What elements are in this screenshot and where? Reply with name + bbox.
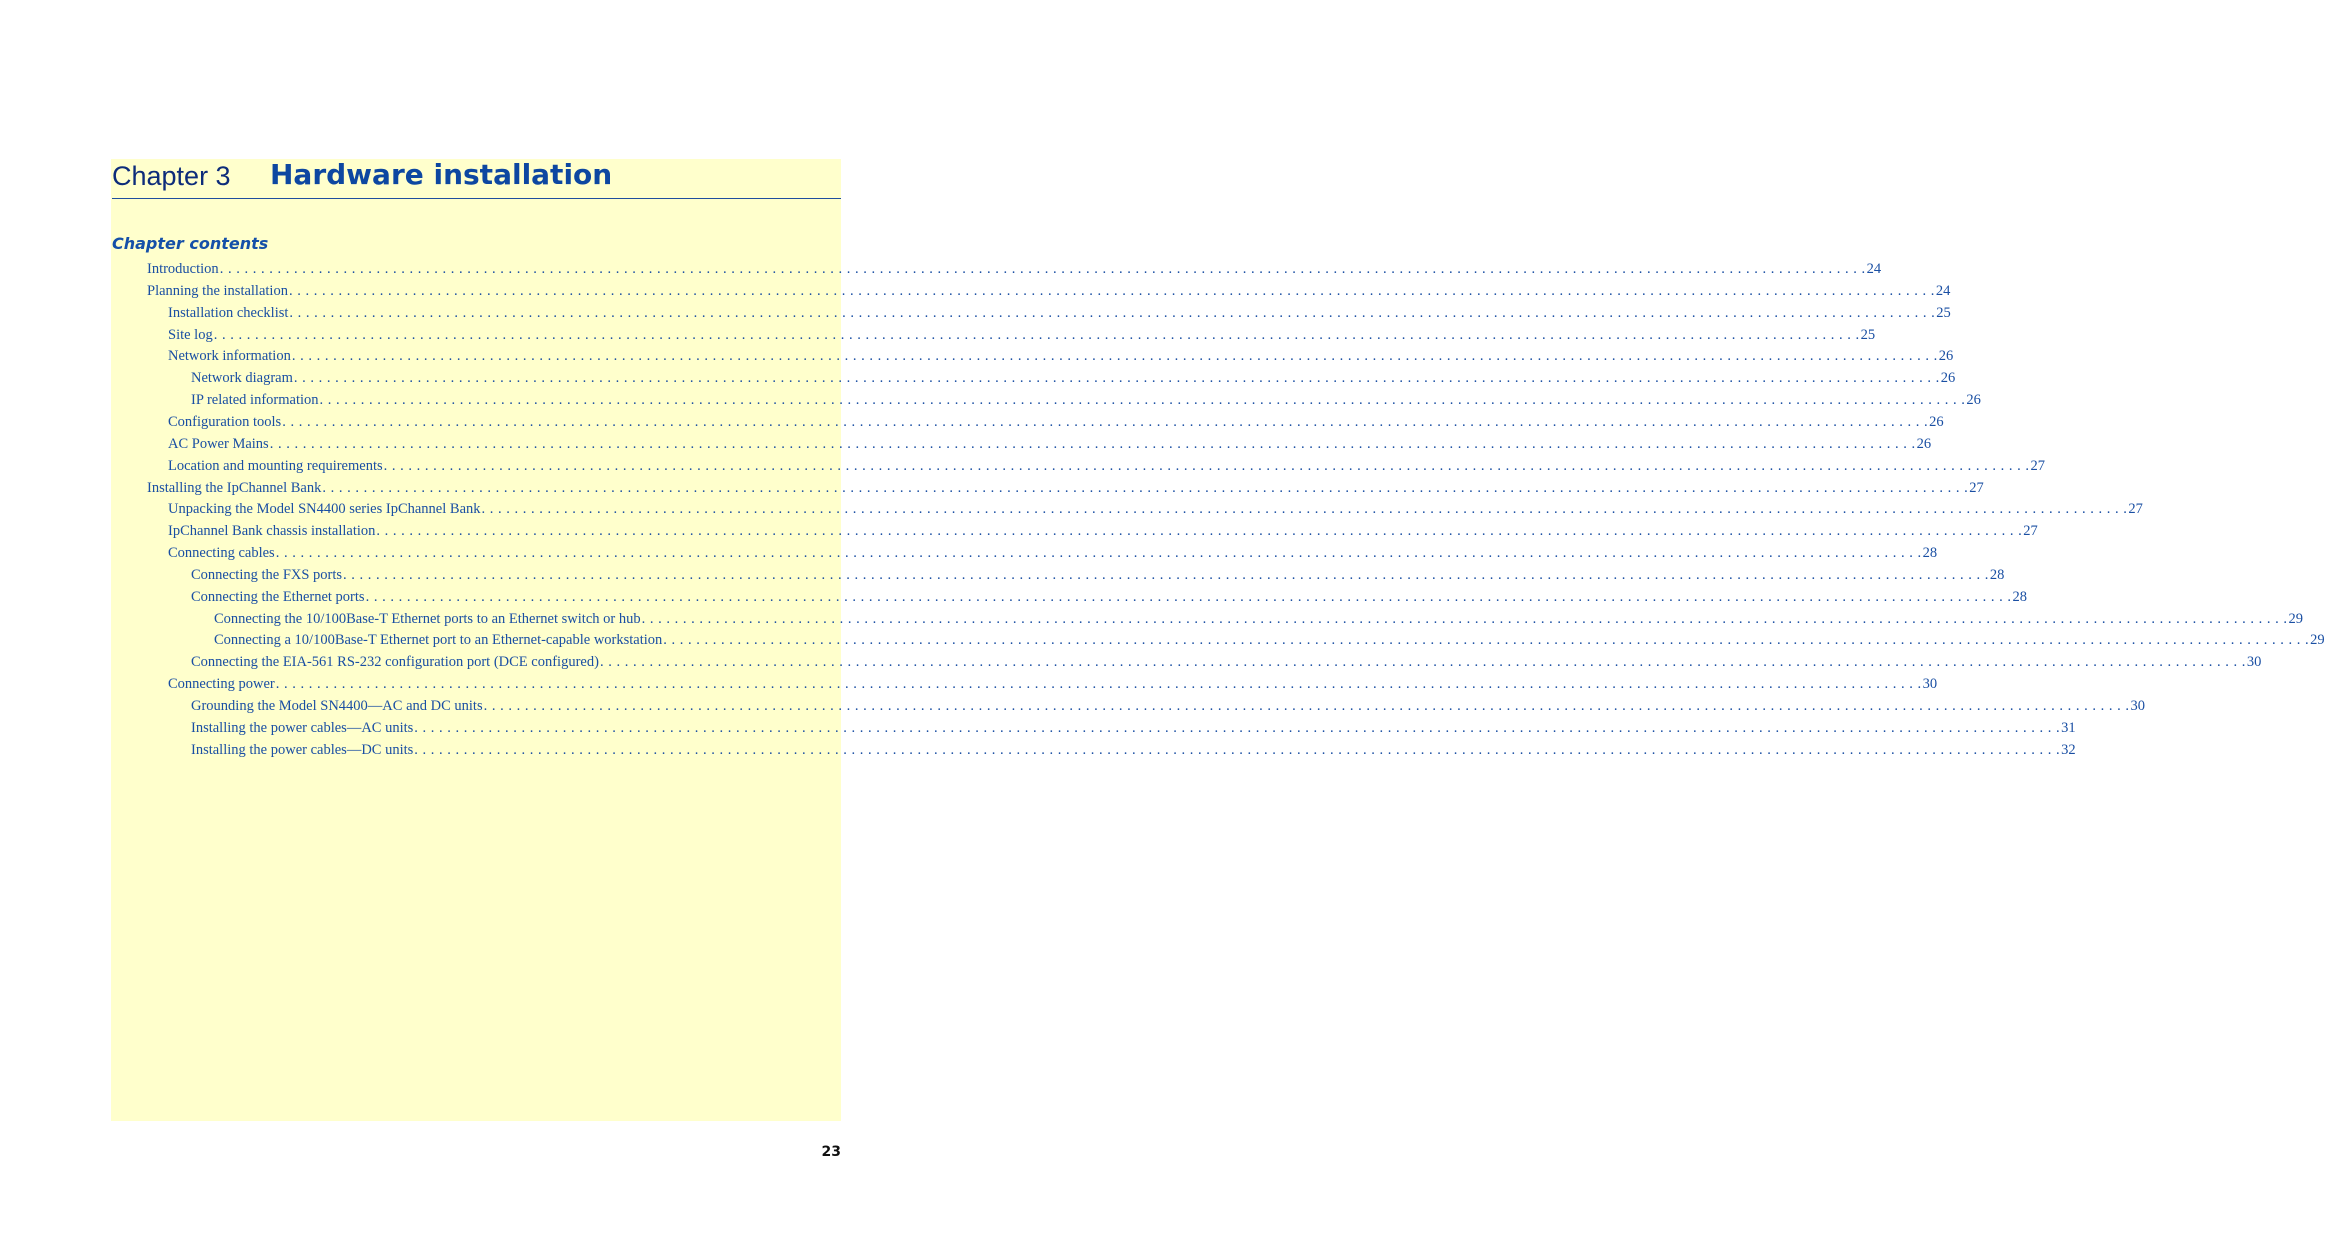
chapter-label: Chapter 3	[112, 161, 231, 191]
toc-entry[interactable]	[191, 740, 2076, 760]
toc-entry[interactable]	[168, 303, 1951, 323]
toc-entry-text: Connecting power	[168, 676, 275, 693]
toc-entry-text: Site log	[168, 326, 213, 343]
chapter-title: Hardware installation	[270, 158, 613, 191]
toc-entry-text: Network diagram	[191, 370, 293, 387]
toc-entry[interactable]	[191, 652, 2262, 672]
toc-leader-dots: . . . . . . . . . . . . . . . . . . . . . . . . . . . . . . . . . . . . . . . . . . . . . . . . . . . . . . . . . . . . . . . . . . . . . . . . . . . . . . . . . . . . . . . . . . . . . . . . . . . . . . . . . . . . . . . . . . . . . . . . . . . . . . . . . . . . . . . . . . . . . . . . . . . . . . . . . . . . . . . . . . . . . . . . . . . . . . . . . . . . . . . . . . . . . . . . . . . . . . . .	[641, 610, 2288, 627]
toc-entry-page: 25	[1936, 304, 1951, 321]
toc-entry-text: Unpacking the Model SN4400 series IpChannel Bank	[168, 501, 481, 518]
toc-leader-dots: . . . . . . . . . . . . . . . . . . . . . . . . . . . . . . . . . . . . . . . . . . . . . . . . . . . . . . . . . . . . . . . . . . . . . . . . . . . . . . . . . . . . . . . . . . . . . . . . . . . . . . . . . . . . . . . . . . . . . . . . . . . . . . . . . . . . . . . . . . . . . . . . . . . . . . . . . . . . . . . . . . . . . . . . . . . . . . . . . . . . . . . . . . . . . . . . . . . . . . . .	[275, 545, 1922, 562]
toc-leader-dots: . . . . . . . . . . . . . . . . . . . . . . . . . . . . . . . . . . . . . . . . . . . . . . . . . . . . . . . . . . . . . . . . . . . . . . . . . . . . . . . . . . . . . . . . . . . . . . . . . . . . . . . . . . . . . . . . . . . . . . . . . . . . . . . . . . . . . . . . . . . . . . . . . . . . . . . . . . . . . . . . . . . . . . . . . . . . . . . . . . . . . . . . . . . . . . . . . . . . . . . .	[599, 654, 2246, 671]
toc-entry-page: 27	[1969, 479, 1984, 496]
toc-leader-dots: . . . . . . . . . . . . . . . . . . . . . . . . . . . . . . . . . . . . . . . . . . . . . . . . . . . . . . . . . . . . . . . . . . . . . . . . . . . . . . . . . . . . . . . . . . . . . . . . . . . . . . . . . . . . . . . . . . . . . . . . . . . . . . . . . . . . . . . . . . . . . . . . . . . . . . . . . . . . . . . . . . . . . . . . . . . . . . . . . . . . . . . . . . . . . . . . . . . . . . . .	[376, 523, 2023, 540]
toc-entry-page: 27	[2023, 523, 2038, 540]
toc-leader-dots: . . . . . . . . . . . . . . . . . . . . . . . . . . . . . . . . . . . . . . . . . . . . . . . . . . . . . . . . . . . . . . . . . . . . . . . . . . . . . . . . . . . . . . . . . . . . . . . . . . . . . . . . . . . . . . . . . . . . . . . . . . . . . . . . . . . . . . . . . . . . . . . . . . . . . . . . . . . . . . . . . . . . . . . . . . . . . . . . . . . . . . . . . . . . . . . . . . . . . . . .	[275, 676, 1922, 693]
toc-entry-page: 30	[1922, 676, 1938, 693]
toc-entry-text: Connecting cables	[168, 545, 275, 562]
toc-entry-page: 28	[2012, 588, 2027, 605]
toc-leader-dots: . . . . . . . . . . . . . . . . . . . . . . . . . . . . . . . . . . . . . . . . . . . . . . . . . . . . . . . . . . . . . . . . . . . . . . . . . . . . . . . . . . . . . . . . . . . . . . . . . . . . . . . . . . . . . . . . . . . . . . . . . . . . . . . . . . . . . . . . . . . . . . . . . . . . . . . . . . . . . . . . . . . . . . . . . . . . . . . . . . . . . . . . . . . . . . . . . . . . . . . .	[663, 632, 2310, 649]
toc-entry-text: Installing the power cables—AC units	[191, 719, 414, 736]
toc-leader-dots: . . . . . . . . . . . . . . . . . . . . . . . . . . . . . . . . . . . . . . . . . . . . . . . . . . . . . . . . . . . . . . . . . . . . . . . . . . . . . . . . . . . . . . . . . . . . . . . . . . . . . . . . . . . . . . . . . . . . . . . . . . . . . . . . . . . . . . . . . . . . . . . . . . . . . . . . . . . . . . . . . . . . . . . . . . . . . . . . . . . . . . . . . . . . . . . . . . . . . . . .	[343, 566, 1989, 583]
toc-entry[interactable]	[168, 456, 2046, 476]
toc-leader-dots: . . . . . . . . . . . . . . . . . . . . . . . . . . . . . . . . . . . . . . . . . . . . . . . . . . . . . . . . . . . . . . . . . . . . . . . . . . . . . . . . . . . . . . . . . . . . . . . . . . . . . . . . . . . . . . . . . . . . . . . . . . . . . . . . . . . . . . . . . . . . . . . . . . . . . . . . . . . . . . . . . . . . . . . . . . . . . . . . . . . . . . . . . . . . . . . . . . . . . . . .	[414, 719, 2061, 736]
toc-entry-text: Installation checklist	[168, 304, 289, 321]
toc-entry[interactable]	[168, 412, 1944, 432]
toc-entry-page: 26	[1938, 348, 1954, 365]
toc-leader-dots: . . . . . . . . . . . . . . . . . . . . . . . . . . . . . . . . . . . . . . . . . . . . . . . . . . . . . . . . . . . . . . . . . . . . . . . . . . . . . . . . . . . . . . . . . . . . . . . . . . . . . . . . . . . . . . . . . . . . . . . . . . . . . . . . . . . . . . . . . . . . . . . . . . . . . . . . . . . . . . . . . . . . . . . . . . . . . . . . . . . . . . . . . . . . . . . . . . . . . . . .	[293, 370, 1940, 387]
toc-entry-page: 26	[1966, 392, 1981, 409]
toc-entry[interactable]	[191, 368, 1956, 388]
toc-entry-page: 32	[2061, 741, 2076, 758]
toc-entry[interactable]	[168, 499, 2143, 519]
toc-entry-page: 29	[2310, 632, 2325, 649]
toc-entry-text: IpChannel Bank chassis installation	[168, 523, 376, 540]
toc-entry[interactable]	[168, 325, 1876, 345]
toc-leader-dots: . . . . . . . . . . . . . . . . . . . . . . . . . . . . . . . . . . . . . . . . . . . . . . . . . . . . . . . . . . . . . . . . . . . . . . . . . . . . . . . . . . . . . . . . . . . . . . . . . . . . . . . . . . . . . . . . . . . . . . . . . . . . . . . . . . . . . . . . . . . . . . . . . . . . . . . . . . . . . . . . . . . . . . . . . . . . . . . . . . . . . . . . . . . . . . . . . . . . . . . .	[322, 479, 1969, 496]
toc-entry-page: 30	[2130, 698, 2145, 714]
toc-leader-dots: . . . . . . . . . . . . . . . . . . . . . . . . . . . . . . . . . . . . . . . . . . . . . . . . . . . . . . . . . . . . . . . . . . . . . . . . . . . . . . . . . . . . . . . . . . . . . . . . . . . . . . . . . . . . . . . . . . . . . . . . . . . . . . . . . . . . . . . . . . . . . . . . . . . . . . . . . . . . . . . . . . . . . . . . . . . . . . . . . . . . . . . . . . . . . . . . . . . . . . . .	[365, 588, 2012, 605]
toc-leader-dots: . . . . . . . . . . . . . . . . . . . . . . . . . . . . . . . . . . . . . . . . . . . . . . . . . . . . . . . . . . . . . . . . . . . . . . . . . . . . . . . . . . . . . . . . . . . . . . . . . . . . . . . . . . . . . . . . . . . . . . . . . . . . . . . . . . . . . . . . . . . . . . . . . . . . . . . . . . . . . . . . . . . . . . . . . . . . . . . . . . . . . . . . . . . . . . . . . . . . . . . .	[383, 457, 2030, 474]
toc-entry-page: 26	[1916, 435, 1932, 452]
toc-entry-text: Grounding the Model SN4400—AC and DC units	[191, 698, 483, 714]
toc-leader-dots: . . . . . . . . . . . . . . . . . . . . . . . . . . . . . . . . . . . . . . . . . . . . . . . . . . . . . . . . . . . . . . . . . . . . . . . . . . . . . . . . . . . . . . . . . . . . . . . . . . . . . . . . . . . . . . . . . . . . . . . . . . . . . . . . . . . . . . . . . . . . . . . . . . . . . . . . . . . . . . . . . . . . . . . . . . . . . . . . . . . . . . . . . . . . . . . . . . . . . . . .	[213, 326, 1860, 343]
toc-entry-page: 25	[1860, 326, 1876, 343]
toc-entry-page: 24	[1935, 282, 1951, 299]
toc-entry[interactable]	[168, 346, 1954, 366]
toc-entry[interactable]	[214, 609, 2303, 629]
toc-leader-dots: . . . . . . . . . . . . . . . . . . . . . . . . . . . . . . . . . . . . . . . . . . . . . . . . . . . . . . . . . . . . . . . . . . . . . . . . . . . . . . . . . . . . . . . . . . . . . . . . . . . . . . . . . . . . . . . . . . . . . . . . . . . . . . . . . . . . . . . . . . . . . . . . . . . . . . . . . . . . . . . . . . . . . . . . . . . . . . . . . . . . . . . . . . . . . . . . . . . . . . . .	[288, 282, 1935, 299]
toc-entry-text: Installing the IpChannel Bank	[147, 479, 322, 496]
page-number: 23	[821, 1144, 841, 1160]
toc-entry-text: IP related information	[191, 392, 319, 409]
toc-entry[interactable]	[191, 696, 2145, 716]
toc-entry-page: 31	[2061, 719, 2076, 736]
toc-leader-dots: . . . . . . . . . . . . . . . . . . . . . . . . . . . . . . . . . . . . . . . . . . . . . . . . . . . . . . . . . . . . . . . . . . . . . . . . . . . . . . . . . . . . . . . . . . . . . . . . . . . . . . . . . . . . . . . . . . . . . . . . . . . . . . . . . . . . . . . . . . . . . . . . . . . . . . . . . . . . . . . . . . . . . . . . . . . . . . . . . . . . . . . . . . . . . . . . . . . . . . . .	[291, 348, 1938, 365]
toc-entry[interactable]	[168, 674, 1938, 694]
toc-entry-text: Connecting the FXS ports	[191, 566, 343, 583]
toc-entry-page: 27	[2030, 457, 2046, 474]
toc-entry-page: 24	[1866, 261, 1882, 277]
toc-entry-text: Connecting the Ethernet ports	[191, 588, 365, 605]
toc-entry-text: AC Power Mains	[168, 435, 269, 452]
toc-entry[interactable]	[168, 521, 2038, 541]
toc-leader-dots: . . . . . . . . . . . . . . . . . . . . . . . . . . . . . . . . . . . . . . . . . . . . . . . . . . . . . . . . . . . . . . . . . . . . . . . . . . . . . . . . . . . . . . . . . . . . . . . . . . . . . . . . . . . . . . . . . . . . . . . . . . . . . . . . . . . . . . . . . . . . . . . . . . . . . . . . . . . . . . . . . . . . . . . . . . . . . . . . . . . . . . . . . . . . . . . . . . . . . . . .	[269, 435, 1916, 452]
contents-heading: Chapter contents	[112, 234, 269, 253]
toc-entry[interactable]	[214, 630, 2325, 650]
toc-entry-text: Network information	[168, 348, 291, 365]
toc-entry[interactable]	[168, 434, 1932, 454]
toc-entry-text: Introduction	[147, 261, 219, 277]
toc-entry-text: Location and mounting requirements	[168, 457, 383, 474]
toc-entry-page: 28	[1989, 566, 2005, 583]
toc-entry-text: Planning the installation	[147, 282, 288, 299]
toc-entry-page: 26	[1940, 370, 1956, 387]
toc-entry-text: Connecting the EIA-561 RS-232 configuration port (DCE configured)	[191, 654, 599, 671]
toc-entry-text: Connecting a 10/100Base-T Ethernet port to an Ethernet-capable workstation	[214, 632, 663, 649]
toc-entry[interactable]	[147, 259, 1882, 279]
toc-leader-dots: . . . . . . . . . . . . . . . . . . . . . . . . . . . . . . . . . . . . . . . . . . . . . . . . . . . . . . . . . . . . . . . . . . . . . . . . . . . . . . . . . . . . . . . . . . . . . . . . . . . . . . . . . . . . . . . . . . . . . . . . . . . . . . . . . . . . . . . . . . . . . . . . . . . . . . . . . . . . . . . . . . . . . . . . . . . . . . . . . . . . . . . . . . . . . . . . . . . . . . . .	[414, 741, 2061, 758]
toc-entry[interactable]	[168, 543, 1938, 563]
toc-entry-page: 30	[2246, 654, 2262, 671]
toc-entry[interactable]	[191, 390, 1981, 410]
toc-entry-text: Connecting the 10/100Base-T Ethernet ports to an Ethernet switch or hub	[214, 610, 641, 627]
toc-entry-page: 28	[1922, 545, 1938, 562]
toc-entry[interactable]	[191, 587, 2027, 607]
toc-entry-text: Configuration tools	[168, 413, 282, 430]
toc-entry[interactable]	[191, 565, 2005, 585]
toc-entry[interactable]	[191, 718, 2076, 738]
toc-leader-dots: . . . . . . . . . . . . . . . . . . . . . . . . . . . . . . . . . . . . . . . . . . . . . . . . . . . . . . . . . . . . . . . . . . . . . . . . . . . . . . . . . . . . . . . . . . . . . . . . . . . . . . . . . . . . . . . . . . . . . . . . . . . . . . . . . . . . . . . . . . . . . . . . . . . . . . . . . . . . . . . . . . . . . . . . . . . . . . . . . . . . . . . . . . . . . . . . . . . . . . . .	[282, 413, 1929, 430]
toc-leader-dots: . . . . . . . . . . . . . . . . . . . . . . . . . . . . . . . . . . . . . . . . . . . . . . . . . . . . . . . . . . . . . . . . . . . . . . . . . . . . . . . . . . . . . . . . . . . . . . . . . . . . . . . . . . . . . . . . . . . . . . . . . . . . . . . . . . . . . . . . . . . . . . . . . . . . . . . . . . . . . . . . . . . . . . . . . . . . . . . . . . . . . . . . . . . . . . . . . . . . . . . .	[483, 698, 2130, 714]
toc-entry[interactable]	[147, 281, 1951, 301]
toc-leader-dots: . . . . . . . . . . . . . . . . . . . . . . . . . . . . . . . . . . . . . . . . . . . . . . . . . . . . . . . . . . . . . . . . . . . . . . . . . . . . . . . . . . . . . . . . . . . . . . . . . . . . . . . . . . . . . . . . . . . . . . . . . . . . . . . . . . . . . . . . . . . . . . . . . . . . . . . . . . . . . . . . . . . . . . . . . . . . . . . . . . . . . . . . . . . . . . . . . . . . . . . .	[319, 392, 1966, 409]
toc-entry-page: 26	[1929, 413, 1944, 430]
toc-entry[interactable]	[147, 478, 1984, 498]
toc-entry-text: Installing the power cables—DC units	[191, 741, 414, 758]
toc-leader-dots: . . . . . . . . . . . . . . . . . . . . . . . . . . . . . . . . . . . . . . . . . . . . . . . . . . . . . . . . . . . . . . . . . . . . . . . . . . . . . . . . . . . . . . . . . . . . . . . . . . . . . . . . . . . . . . . . . . . . . . . . . . . . . . . . . . . . . . . . . . . . . . . . . . . . . . . . . . . . . . . . . . . . . . . . . . . . . . . . . . . . . . . . . . . . . . . . . . . . . . . .	[481, 501, 2128, 518]
toc-entry-page: 27	[2128, 501, 2143, 518]
toc-entry-page: 29	[2288, 610, 2303, 627]
toc-leader-dots: . . . . . . . . . . . . . . . . . . . . . . . . . . . . . . . . . . . . . . . . . . . . . . . . . . . . . . . . . . . . . . . . . . . . . . . . . . . . . . . . . . . . . . . . . . . . . . . . . . . . . . . . . . . . . . . . . . . . . . . . . . . . . . . . . . . . . . . . . . . . . . . . . . . . . . . . . . . . . . . . . . . . . . . . . . . . . . . . . . . . . . . . . . . . . . . . . . . . . . . .	[289, 304, 1936, 321]
toc-leader-dots: . . . . . . . . . . . . . . . . . . . . . . . . . . . . . . . . . . . . . . . . . . . . . . . . . . . . . . . . . . . . . . . . . . . . . . . . . . . . . . . . . . . . . . . . . . . . . . . . . . . . . . . . . . . . . . . . . . . . . . . . . . . . . . . . . . . . . . . . . . . . . . . . . . . . . . . . . . . . . . . . . . . . . . . . . . . . . . . . . . . . . . . . . . . . . . . . . . . . . . . .	[219, 261, 1866, 277]
